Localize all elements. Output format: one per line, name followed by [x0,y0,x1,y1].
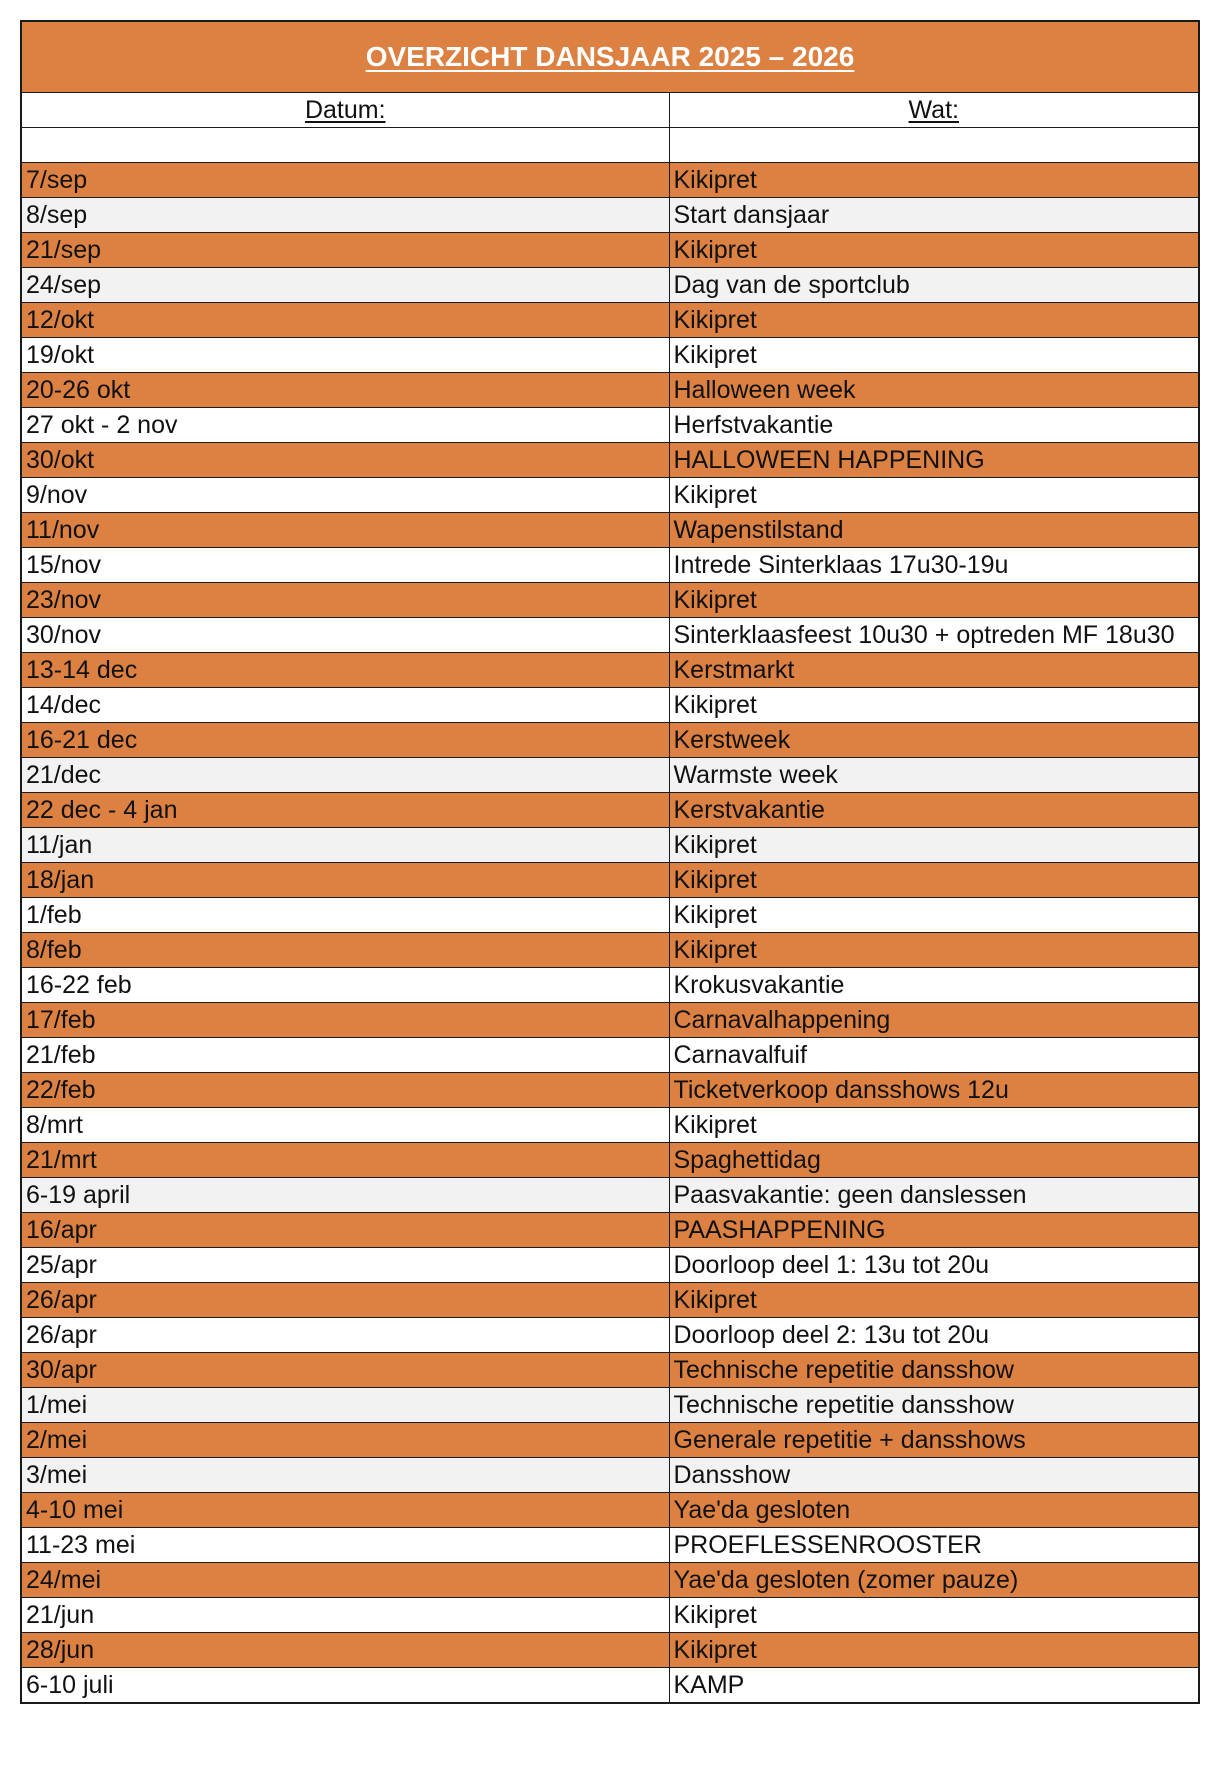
table-row [21,1213,1199,1248]
table-row [21,1283,1199,1318]
event-cell: Sinterklaasfeest 10u30 + optreden MF 18u30 [669,618,1199,653]
table-row [21,618,1199,653]
date-cell: 2/mei [21,1423,669,1458]
table-row [21,198,1199,233]
date-cell: 16-21 dec [21,723,669,758]
date-cell: 24/sep [21,268,669,303]
date-cell: 16/apr [21,1213,669,1248]
event-cell: Doorloop deel 2: 13u tot 20u [669,1318,1199,1353]
table-row [21,1143,1199,1178]
table-row [21,233,1199,268]
table-row [21,1388,1199,1423]
date-cell: 30/okt [21,443,669,478]
date-cell: 3/mei [21,1458,669,1493]
table-row [21,1248,1199,1283]
event-cell: KAMP [669,1668,1199,1704]
date-cell: 26/apr [21,1318,669,1353]
event-cell: Carnavalfuif [669,1038,1199,1073]
date-cell: 8/sep [21,198,669,233]
event-cell: Dansshow [669,1458,1199,1493]
table-row [21,1493,1199,1528]
event-cell: Kerstmarkt [669,653,1199,688]
table-row [21,373,1199,408]
event-cell: Warmste week [669,758,1199,793]
date-cell: 15/nov [21,548,669,583]
date-cell: 1/feb [21,898,669,933]
event-cell: Kikipret [669,933,1199,968]
date-cell: 4-10 mei [21,1493,669,1528]
event-cell: Kikipret [669,303,1199,338]
table-row [21,828,1199,863]
date-cell: 21/feb [21,1038,669,1073]
table-row [21,583,1199,618]
table-row [21,1423,1199,1458]
event-cell: Kikipret [669,163,1199,198]
event-cell: Dag van de sportclub [669,268,1199,303]
table-row [21,758,1199,793]
date-cell: 19/okt [21,338,669,373]
date-cell: 11/nov [21,513,669,548]
event-cell: Paasvakantie: geen danslessen [669,1178,1199,1213]
date-cell: 8/feb [21,933,669,968]
event-cell: Yae'da gesloten [669,1493,1199,1528]
date-cell: 12/okt [21,303,669,338]
column-header-date: Datum: [21,93,669,128]
table-row [21,1563,1199,1598]
column-header-what: Wat: [669,93,1199,128]
event-cell: Kikipret [669,863,1199,898]
date-cell: 21/sep [21,233,669,268]
event-cell: Technische repetitie dansshow [669,1388,1199,1423]
schedule-body [21,21,1199,1703]
event-cell: Generale repetitie + dansshows [669,1423,1199,1458]
event-cell: Kikipret [669,233,1199,268]
date-cell: 8/mrt [21,1108,669,1143]
date-cell: 11/jan [21,828,669,863]
table-row [21,863,1199,898]
date-cell: 21/mrt [21,1143,669,1178]
table-row [21,1003,1199,1038]
event-cell: Kikipret [669,898,1199,933]
event-cell: Kikipret [669,338,1199,373]
table-row [21,303,1199,338]
event-cell: Kerstvakantie [669,793,1199,828]
date-cell: 11-23 mei [21,1528,669,1563]
date-cell: 6-10 juli [21,1668,669,1704]
table-row [21,1528,1199,1563]
event-cell: Doorloop deel 1: 13u tot 20u [669,1248,1199,1283]
table-row [21,1038,1199,1073]
table-row [21,1633,1199,1668]
date-cell: 18/jan [21,863,669,898]
blank-row [21,128,1199,163]
date-cell: 17/feb [21,1003,669,1038]
event-cell: Ticketverkoop dansshows 12u [669,1073,1199,1108]
event-cell: Wapenstilstand [669,513,1199,548]
date-cell: 20-26 okt [21,373,669,408]
blank-cell-date [21,128,669,163]
event-cell: Carnavalhappening [669,1003,1199,1038]
schedule-table [20,20,1200,1704]
event-cell: Kikipret [669,1108,1199,1143]
table-row [21,793,1199,828]
event-cell: PAASHAPPENING [669,1213,1199,1248]
page-title: OVERZICHT DANSJAAR 2025 – 2026 [21,21,1199,93]
table-row [21,1598,1199,1633]
date-cell: 6-19 april [21,1178,669,1213]
table-row [21,1178,1199,1213]
date-cell: 22/feb [21,1073,669,1108]
date-cell: 27 okt - 2 nov [21,408,669,443]
table-row [21,653,1199,688]
date-cell: 30/nov [21,618,669,653]
table-row [21,1668,1199,1704]
date-cell: 30/apr [21,1353,669,1388]
table-row [21,1108,1199,1143]
date-cell: 21/jun [21,1598,669,1633]
table-row [21,443,1199,478]
event-cell: Krokusvakantie [669,968,1199,1003]
date-cell: 21/dec [21,758,669,793]
table-row [21,513,1199,548]
date-cell: 7/sep [21,163,669,198]
event-cell: Spaghettidag [669,1143,1199,1178]
table-row [21,688,1199,723]
title-row [21,21,1199,93]
date-cell: 23/nov [21,583,669,618]
table-row [21,478,1199,513]
event-cell: Herfstvakantie [669,408,1199,443]
table-row [21,968,1199,1003]
event-cell: PROEFLESSENROOSTER [669,1528,1199,1563]
event-cell: Intrede Sinterklaas 17u30-19u [669,548,1199,583]
event-cell: Halloween week [669,373,1199,408]
event-cell: Kerstweek [669,723,1199,758]
date-cell: 22 dec - 4 jan [21,793,669,828]
date-cell: 13-14 dec [21,653,669,688]
date-cell: 26/apr [21,1283,669,1318]
table-row [21,1318,1199,1353]
event-cell: Kikipret [669,1598,1199,1633]
table-row [21,723,1199,758]
event-cell: Kikipret [669,1283,1199,1318]
date-cell: 24/mei [21,1563,669,1598]
table-row [21,1353,1199,1388]
table-row [21,338,1199,373]
date-cell: 28/jun [21,1633,669,1668]
table-row [21,548,1199,583]
table-row [21,1073,1199,1108]
event-cell: Kikipret [669,828,1199,863]
event-cell: Yae'da gesloten (zomer pauze) [669,1563,1199,1598]
event-cell: HALLOWEEN HAPPENING [669,443,1199,478]
table-row [21,268,1199,303]
header-row [21,93,1199,128]
table-row [21,933,1199,968]
date-cell: 1/mei [21,1388,669,1423]
event-cell: Kikipret [669,478,1199,513]
event-cell: Start dansjaar [669,198,1199,233]
event-cell: Technische repetitie dansshow [669,1353,1199,1388]
event-cell: Kikipret [669,1633,1199,1668]
event-cell: Kikipret [669,688,1199,723]
date-cell: 16-22 feb [21,968,669,1003]
table-row [21,408,1199,443]
table-row [21,898,1199,933]
table-row [21,163,1199,198]
date-cell: 9/nov [21,478,669,513]
date-cell: 14/dec [21,688,669,723]
blank-cell-what [669,128,1199,163]
date-cell: 25/apr [21,1248,669,1283]
event-cell: Kikipret [669,583,1199,618]
table-row [21,1458,1199,1493]
